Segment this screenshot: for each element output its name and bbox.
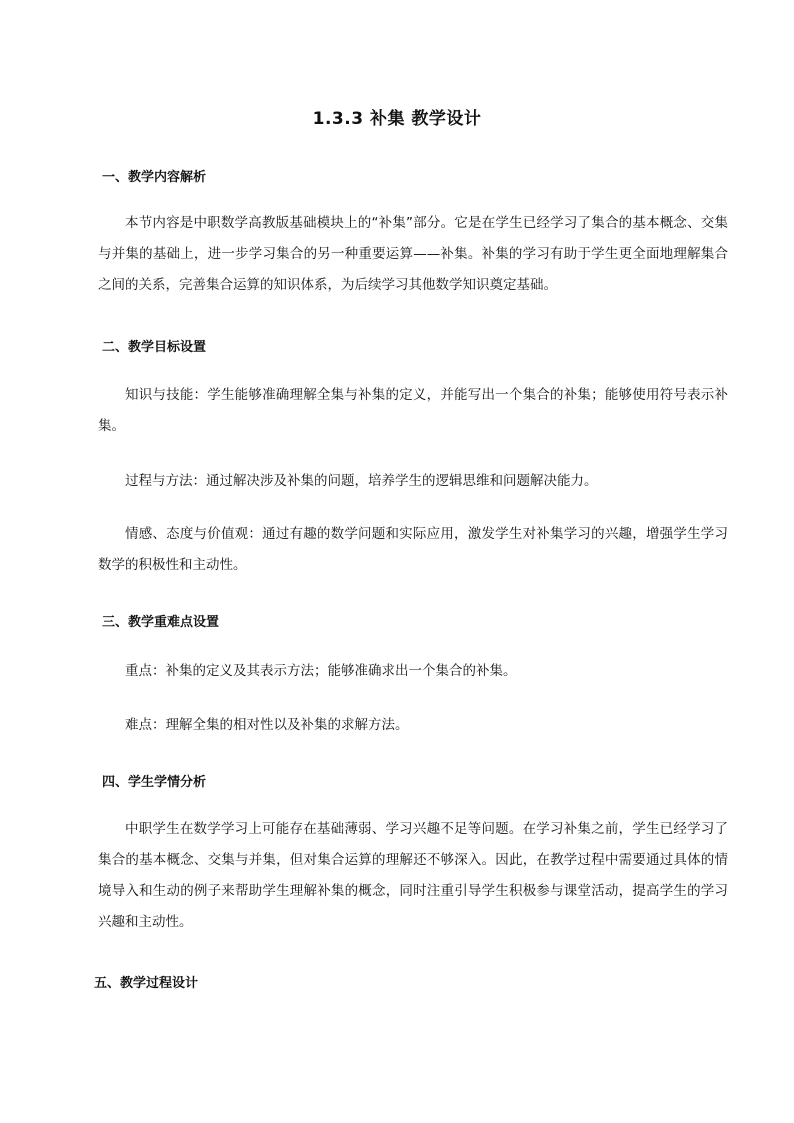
paragraph-key-point: 重点：补集的定义及其表示方法；能够准确求出一个集合的补集。 <box>125 663 517 679</box>
paragraph-student-analysis: 中职学生在数学学习上可能存在基础薄弱、学习兴趣不足等问题。在学习补集之前，学生已经学习了集合的基本概念、交集与并集，但对集合运算的理解还不够深入。因此，在教学过程中需要通过具体的情境导入和生动的例子来帮助学生理解补集的概念，同时注重引导学生积极参与课堂活动，提高学生的学习兴趣和主动性。 <box>98 821 728 930</box>
section-heading-key-points: 三、教学重难点设置 <box>102 615 220 630</box>
paragraph-content-analysis: 本节内容是中职数学高教版基础模块上的“补集”部分。它是在学生已经学习了集合的基本概念、交集与并集的基础上，进一步学习集合的另一种重要运算——补集。补集的学习有助于学生更全面地理解集合之间的关系，完善集合运算的知识体系，为后续学习其他数学知识奠定基础。 <box>98 215 728 293</box>
section-heading-student-analysis: 四、学生学情分析 <box>102 775 207 790</box>
section-heading-process-design: 五、教学过程设计 <box>94 976 199 991</box>
document-title: 1.3.3 补集 教学设计 <box>312 109 482 129</box>
paragraph-objective-process: 过程与方法：通过解决涉及补集的问题，培养学生的逻辑思维和问题解决能力。 <box>125 473 598 489</box>
section-heading-content-analysis: 一、教学内容解析 <box>102 170 207 185</box>
section-heading-objectives: 二、教学目标设置 <box>102 340 207 355</box>
paragraph-difficult-point: 难点：理解全集的相对性以及补集的求解方法。 <box>125 717 409 733</box>
paragraph-objective-knowledge: 知识与技能：学生能够准确理解全集与补集的定义，并能写出一个集合的补集；能够使用符号表示补集。 <box>98 387 728 434</box>
paragraph-objective-attitude: 情感、态度与价值观：通过有趣的数学问题和实际应用，激发学生对补集学习的兴趣，增强学生学习数学的积极性和主动性。 <box>98 526 728 573</box>
